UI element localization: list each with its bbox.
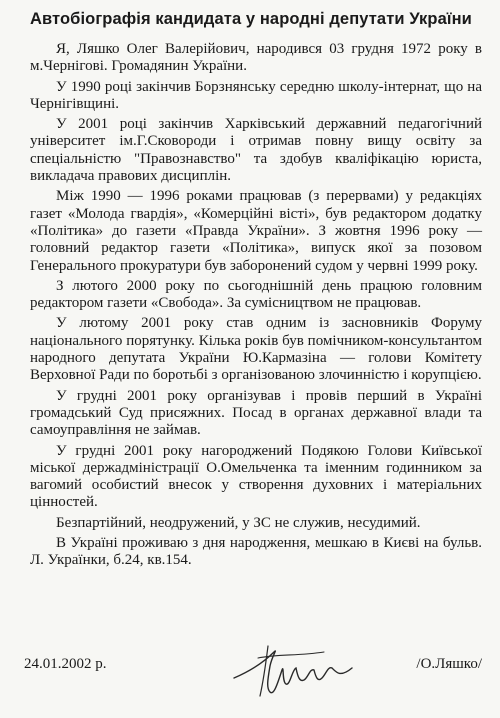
paragraph: Я, Ляшко Олег Валерійович, народився 03 грудня 1972 року в м.Чернігові. Громадянин України. bbox=[30, 41, 482, 75]
document-body bbox=[30, 41, 482, 570]
paragraph: Безпартійний, неодружений, у ЗС не служив, несудимий. bbox=[56, 514, 421, 531]
document-title: Автобіографія кандидата у народні депутати України bbox=[30, 10, 472, 28]
paragraph: У грудні 2001 року нагороджений Подякою Голови Київської міської держадміністрації О.Омельченка та іменним годинником за вагомий особистий внесок у створення духовних і матеріальних цінностей. bbox=[30, 442, 482, 511]
paragraph: У 2001 році закінчив Харківський державний педагогічний університет ім.Г.Сковороди і отримав повну вищу освіту за спеціальністю "Правознавство" та здобув кваліфікацію юриста, викладача правових дисциплін. bbox=[30, 116, 482, 185]
paragraph: У 1990 році закінчив Борзнянську середню школу-інтернат, що на Чернігівщині. bbox=[30, 78, 482, 112]
paragraph: З лютого 2000 року по сьогоднішній день працюю головним редактором газети «Свобода». За сумісництвом не працював. bbox=[30, 277, 482, 312]
document-footer bbox=[0, 648, 500, 708]
paragraph: В Україні проживаю з дня народження, мешкаю в Києві на бульв. Л. Українки, б.24, кв.154. bbox=[30, 535, 482, 569]
signature-name: /О.Ляшко/ bbox=[416, 656, 482, 672]
paragraph: Між 1990 — 1996 роками працював (з перервами) у редакціях газет «Молода гвардія», «Комерційні вісті», був редактором додатку «Політика» до газети «Правда України». З жовтня 1996 року — головний редактор газети «Політика», випуск якої за позовом Генерального прокуратури був заборонений судом у червні 1999 року. bbox=[30, 188, 482, 274]
signature-date: 24.01.2002 р. bbox=[24, 656, 107, 672]
handwritten-signature bbox=[228, 638, 358, 700]
paragraph: У лютому 2001 року став одним із засновників Форуму національного порятунку. Кілька років був помічником-консультантом народного депутата України Ю.Кармазіна — голови Комітету Верховної Ради по боротьбі з організованою злочинністю і корупцією. bbox=[30, 315, 482, 384]
paragraph: У грудні 2001 року організував і провів перший в Україні громадський Суд присяжних. Посад в органах державної влади та самоуправління не займав. bbox=[30, 387, 482, 439]
